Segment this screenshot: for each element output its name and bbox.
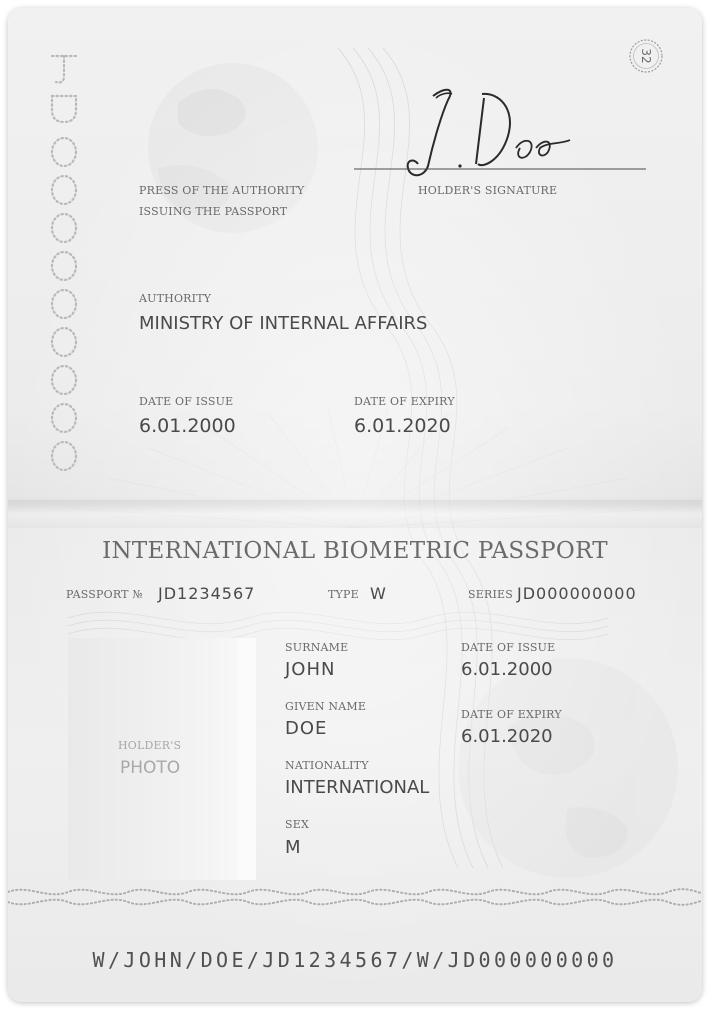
- sex-value: M: [285, 837, 301, 858]
- upper-expiry-label: DATE OF EXPIRY: [354, 395, 455, 408]
- surname-label: SURNAME: [285, 641, 349, 654]
- type-label: TYPE: [328, 588, 359, 601]
- authority-value: MINISTRY OF INTERNAL AFFAIRS: [139, 313, 428, 334]
- sex-label: SEX: [285, 818, 309, 831]
- type-value: W: [370, 584, 386, 603]
- machine-readable-zone: W/JOHN/DOE/JD1234567/W/JD000000000: [92, 948, 618, 972]
- lower-expiry-label: DATE OF EXPIRY: [461, 708, 562, 721]
- lower-issue-value: 6.01.2000: [461, 659, 553, 680]
- photo-label-line2: PHOTO: [120, 758, 181, 778]
- series-label: SERIES: [468, 588, 513, 601]
- press-label-line1: PRESS OF THE AUTHORITY: [139, 184, 305, 197]
- upper-expiry-value: 6.01.2020: [354, 415, 451, 437]
- surname-value: JOHN: [285, 659, 336, 680]
- page-fold: [8, 500, 702, 528]
- lower-issue-label: DATE OF ISSUE: [461, 641, 556, 654]
- security-wave-band: [8, 878, 702, 918]
- photo-label-line1: HOLDER'S: [118, 739, 182, 752]
- lower-expiry-value: 6.01.2020: [461, 726, 553, 747]
- page-number: 32: [639, 48, 653, 64]
- holder-signature: [348, 78, 648, 188]
- perforated-serial: [46, 48, 82, 478]
- upper-issue-label: DATE OF ISSUE: [139, 395, 234, 408]
- passport-title: INTERNATIONAL BIOMETRIC PASSPORT: [102, 538, 608, 564]
- passport-document: [8, 8, 702, 1002]
- upper-issue-value: 6.01.2000: [139, 415, 236, 437]
- given-name-value: DOE: [285, 718, 328, 739]
- press-label-line2: ISSUING THE PASSPORT: [139, 205, 288, 218]
- series-value: JD000000000: [517, 584, 637, 603]
- authority-label: AUTHORITY: [139, 292, 212, 305]
- page-number-badge: [628, 38, 664, 74]
- given-name-label: GIVEN NAME: [285, 700, 367, 713]
- nationality-value: INTERNATIONAL: [285, 777, 430, 798]
- passport-no-value: JD1234567: [158, 584, 256, 603]
- signature-label: HOLDER'S SIGNATURE: [418, 184, 558, 197]
- photo-edge: [238, 638, 256, 880]
- passport-no-label: PASSPORT №: [66, 588, 143, 601]
- nationality-label: NATIONALITY: [285, 759, 369, 772]
